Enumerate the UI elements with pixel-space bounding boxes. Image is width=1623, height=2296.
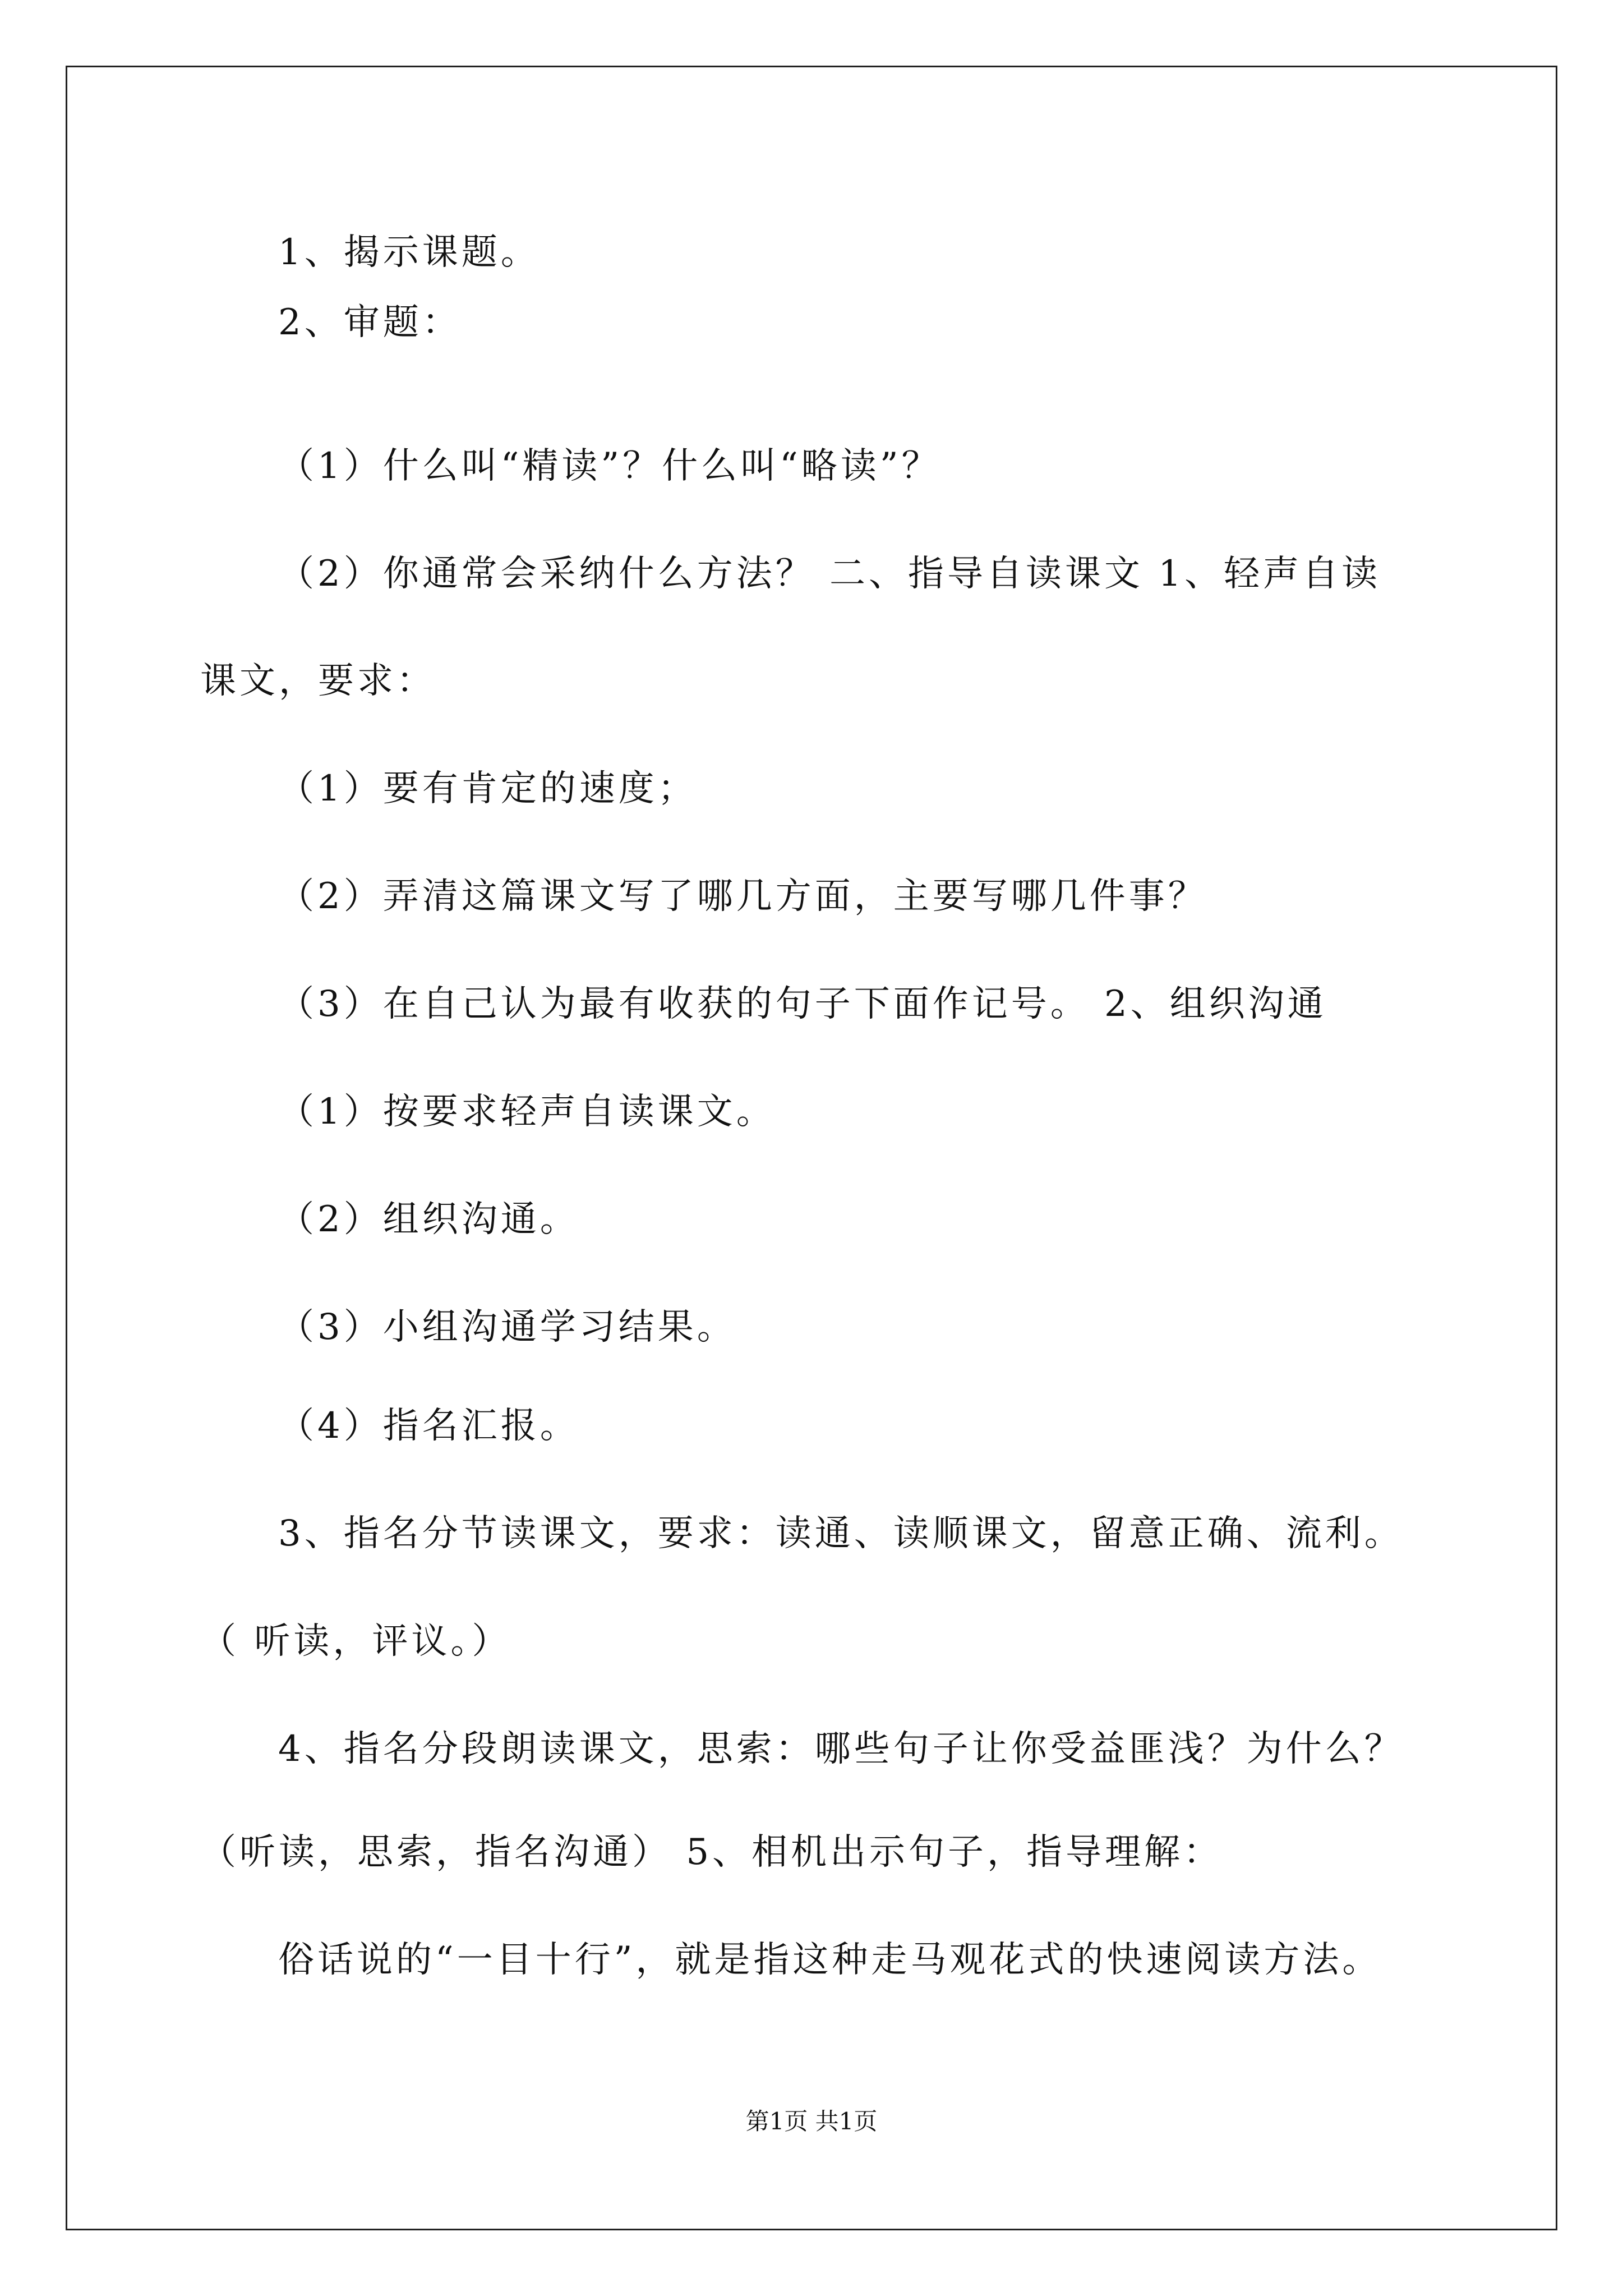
text-line-17: 俗话说的“一目十行”，就是指这种走马观花式的快速阅读方法。	[278, 1939, 1382, 1981]
text-line-4: （2）你通常会采纳什么方法？ 二、指导自读课文 1、轻声自读	[278, 553, 1381, 595]
text-line-15: 4、指名分段朗读课文，思索：哪些句子让你受益匪浅？为什么？	[278, 1728, 1404, 1770]
text-line-9: （1）按要求轻声自读课文。	[278, 1091, 776, 1133]
text-line-6: （1）要有肯定的速度；	[278, 768, 697, 809]
page-border	[66, 66, 1557, 2230]
text-line-12: （4）指名汇报。	[278, 1405, 579, 1447]
page-footer: 第1页 共1页	[745, 2108, 878, 2135]
text-line-10: （2）组织沟通。	[278, 1199, 579, 1240]
text-line-13: 3、指名分节读课文，要求：读通、读顺课文，留意正确、流利。	[278, 1513, 1404, 1554]
text-line-8: （3）在自己认为最有收获的句子下面作记号。 2、组织沟通	[278, 983, 1327, 1025]
text-line-7: （2）弄清这篇课文写了哪几方面，主要写哪几件事？	[278, 876, 1207, 917]
text-line-16: （听读，思索，指名沟通） 5、相机出示句子，指导理解：	[200, 1832, 1223, 1873]
text-line-11: （3）小组沟通学习结果。	[278, 1306, 736, 1348]
text-line-14: （ 听读，评议。）	[200, 1621, 511, 1662]
text-line-3: （1）什么叫“精读”？什么叫“略读”？	[278, 445, 941, 487]
text-line-1: 1、揭示课题。	[278, 232, 540, 273]
text-line-2: 2、审题：	[278, 302, 462, 343]
text-line-5: 课文，要求：	[200, 660, 436, 702]
